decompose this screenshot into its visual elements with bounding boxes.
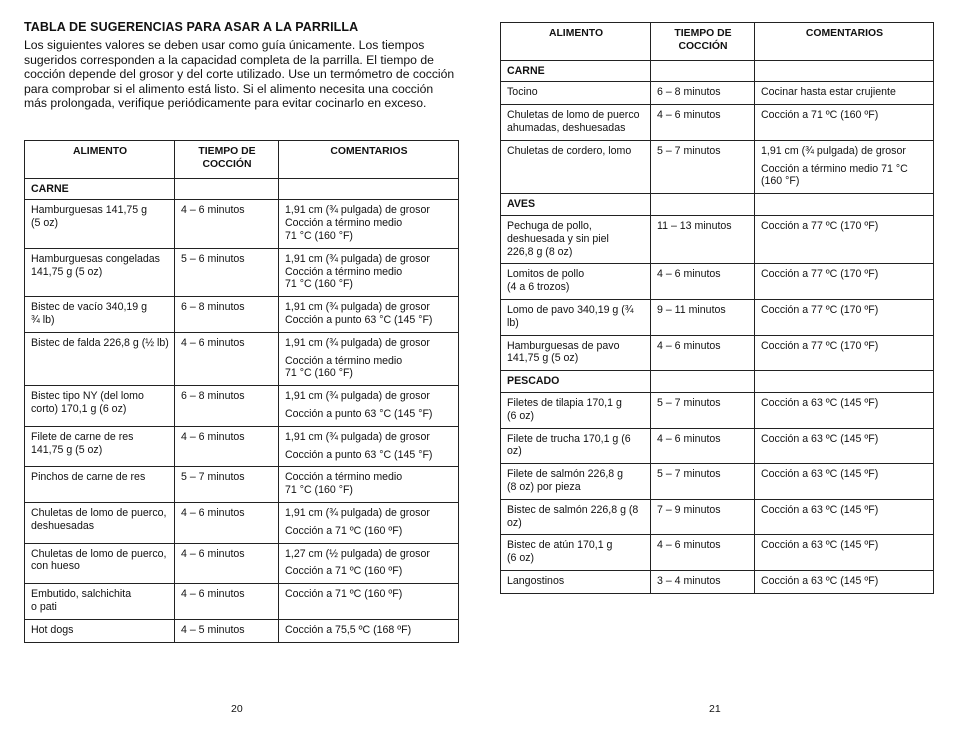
time-cell: 4 – 6 minutos [175, 332, 279, 385]
comment-line: 1,91 cm (¾ pulgada) de grosor [285, 336, 430, 349]
food-cell [25, 297, 175, 333]
comment-group [761, 109, 928, 122]
comment-line: Cocción a punto 63 °C (145 °F) [285, 448, 433, 461]
table-row [25, 502, 459, 543]
comment-group [761, 340, 928, 353]
food-line: 141,75 g (5 oz) [31, 443, 103, 456]
food-line: corto) 170,1 g (6 oz) [31, 402, 127, 415]
comment-line: Cocción a 77 ºC (170 ºF) [761, 339, 879, 352]
header-food: ALIMENTO [25, 141, 175, 179]
comment-group [285, 548, 453, 561]
food-line: ¾ lb) [31, 313, 55, 326]
section-label: PESCADO [501, 371, 651, 393]
food-line: (5 oz) [31, 217, 59, 230]
food-line: Hamburguesas congeladas [31, 252, 160, 265]
header-comments: COMENTARIOS [755, 23, 934, 61]
comment-line: 1,91 cm (¾ pulgada) de grosor [761, 144, 906, 157]
comment-group [761, 539, 928, 552]
table-row [501, 215, 934, 263]
comment-group [761, 163, 928, 189]
comment-group [761, 268, 928, 281]
time-cell: 5 – 7 minutos [175, 467, 279, 503]
right-table-body [501, 60, 934, 593]
table-header-row [25, 141, 459, 179]
time-cell: 7 – 9 minutos [651, 499, 755, 535]
food-cell [25, 248, 175, 296]
food-line: Hamburguesas de pavo [507, 339, 620, 352]
comments-cell [279, 248, 459, 296]
table-row [501, 499, 934, 535]
table-row [25, 386, 459, 427]
food-cell [501, 428, 651, 464]
food-line: Lomo de pavo 340,19 g (¾ lb) [507, 303, 634, 329]
food-line: Chuletas de lomo de puerco, [31, 506, 167, 519]
comments-cell [755, 499, 934, 535]
food-cell [501, 82, 651, 105]
section-empty-time [651, 60, 755, 82]
comment-line: Cocción a 71 ºC (160 ºF) [285, 588, 403, 601]
table-row [25, 584, 459, 620]
comment-group [761, 575, 928, 588]
food-line: Chuletas de lomo de puerco, [31, 547, 167, 560]
comment-line: Cocción a 75,5 ºC (168 ºF) [285, 623, 412, 636]
food-line: Tocino [507, 86, 538, 99]
section-row [25, 178, 459, 200]
food-line: deshuesada y sin piel [507, 232, 609, 245]
food-line: o pati [31, 600, 57, 613]
grilling-table-right [500, 22, 934, 594]
comment-group [285, 565, 453, 578]
comment-line: Cocción a 63 ºC (145 ºF) [761, 396, 879, 409]
food-line: Bistec de atún 170,1 g [507, 539, 613, 552]
comment-line: Cocción a 77 ºC (170 ºF) [761, 268, 879, 281]
grilling-table-left [24, 140, 459, 643]
section-empty-time [651, 371, 755, 393]
comment-group [285, 525, 453, 538]
food-line: Bistec de falda 226,8 g (½ lb) [31, 336, 169, 349]
time-cell: 6 – 8 minutos [651, 82, 755, 105]
time-cell: 4 – 6 minutos [175, 584, 279, 620]
comment-line: 71 °C (160 °F) [285, 367, 353, 380]
comment-group [285, 588, 453, 601]
time-cell: 4 – 6 minutos [175, 426, 279, 467]
table-row [501, 464, 934, 500]
food-cell [501, 499, 651, 535]
comment-line: Cocción a 63 ºC (145 ºF) [761, 539, 879, 552]
food-cell [25, 543, 175, 584]
time-cell: 4 – 6 minutos [651, 535, 755, 571]
comment-line: Cocción a término medio 71 °C [761, 162, 908, 175]
food-line: Langostinos [507, 574, 565, 587]
time-cell: 5 – 7 minutos [651, 464, 755, 500]
comment-line: 71 °C (160 °F) [285, 278, 353, 291]
comment-line: 1,91 cm (¾ pulgada) de grosor [285, 506, 430, 519]
comment-line: Cocción a término medio [285, 265, 403, 278]
header-comments: COMENTARIOS [279, 141, 459, 179]
table-row [25, 543, 459, 584]
table-row [501, 140, 934, 193]
comment-group [761, 504, 928, 517]
comment-line: Cocción a 63 ºC (145 ºF) [761, 574, 879, 587]
left-table-body [25, 178, 459, 642]
table-row [25, 619, 459, 642]
table-row [25, 426, 459, 467]
header-food: ALIMENTO [501, 23, 651, 61]
time-cell: 4 – 6 minutos [651, 335, 755, 371]
section-label: AVES [501, 194, 651, 216]
food-cell [501, 335, 651, 371]
comment-group [285, 449, 453, 462]
page-number-right: 21 [709, 703, 721, 715]
food-line: Filete de carne de res [31, 430, 134, 443]
food-cell [25, 386, 175, 427]
comment-group [285, 204, 453, 242]
comments-cell [755, 215, 934, 263]
header-time-line1: TIEMPO DE [198, 146, 256, 157]
comment-group [285, 355, 453, 381]
comment-line: 1,91 cm (¾ pulgada) de grosor [285, 390, 430, 403]
comment-line: 1,91 cm (¾ pulgada) de grosor [285, 430, 430, 443]
comments-cell [279, 200, 459, 248]
header-time-line2: COCCIÓN [202, 158, 252, 170]
food-line: Hamburguesas 141,75 g [31, 204, 148, 217]
food-line: oz) [507, 445, 522, 458]
comment-group [285, 471, 453, 497]
food-line: Bistec tipo NY (del lomo [31, 390, 144, 403]
table-row [501, 428, 934, 464]
comment-line: Cocción a punto 63 °C (145 °F) [285, 313, 433, 326]
header-cooking-time [175, 141, 279, 179]
food-cell [25, 200, 175, 248]
food-line: Embutido, salchichita [31, 588, 132, 601]
comment-line: Cocción a 63 ºC (145 ºF) [761, 432, 879, 445]
header-cooking-time [651, 23, 755, 61]
comment-group [761, 468, 928, 481]
food-cell [501, 105, 651, 141]
time-cell: 4 – 6 minutos [651, 428, 755, 464]
comment-group [285, 624, 453, 637]
comments-cell [279, 584, 459, 620]
intro-paragraph: Los siguientes valores se deben usar como guía únicamente. Los tiempos sugeridos corresponden a la capacidad completa de la parrilla. El tiempo de cocción depende del grosor y del corte utilizado. Use un termómetro de cocción para comprobar si el alimento está listo. Si el alimento necesita una cocción más prolongada, verifique periódicamente para evitar cocinarlo en exceso. [24, 38, 455, 111]
comments-cell [755, 535, 934, 571]
food-cell [501, 215, 651, 263]
comment-group [761, 145, 928, 158]
comments-cell [755, 570, 934, 593]
comment-group [285, 507, 453, 520]
time-cell: 6 – 8 minutos [175, 297, 279, 333]
comment-line: Cocción a 77 ºC (170 ºF) [761, 219, 879, 232]
comments-cell [279, 543, 459, 584]
time-cell: 4 – 6 minutos [651, 264, 755, 300]
comments-cell [279, 297, 459, 333]
comments-cell [755, 335, 934, 371]
food-line: con hueso [31, 560, 80, 573]
comment-group [761, 304, 928, 317]
comments-cell [755, 428, 934, 464]
table-row [501, 264, 934, 300]
section-row [501, 371, 934, 393]
comment-group [285, 301, 453, 327]
comment-line: 71 °C (160 °F) [285, 229, 353, 242]
table-row [501, 105, 934, 141]
comment-line: Cocción a punto 63 °C (145 °F) [285, 407, 433, 420]
section-empty-comments [755, 60, 934, 82]
food-cell [501, 464, 651, 500]
comment-line: Cocinar hasta estar crujiente [761, 86, 896, 99]
food-cell [25, 502, 175, 543]
comment-group [285, 431, 453, 444]
comments-cell [279, 426, 459, 467]
comment-group [285, 253, 453, 291]
comments-cell [755, 140, 934, 193]
section-empty-time [651, 194, 755, 216]
time-cell: 4 – 6 minutos [175, 502, 279, 543]
time-cell: 5 – 7 minutos [651, 140, 755, 193]
comments-cell [755, 264, 934, 300]
food-line: (6 oz) [507, 552, 535, 565]
comment-line: 1,91 cm (¾ pulgada) de grosor [285, 204, 430, 217]
header-time-line2: COCCIÓN [678, 40, 728, 52]
time-cell: 6 – 8 minutos [175, 386, 279, 427]
food-cell [501, 570, 651, 593]
food-cell [25, 584, 175, 620]
page-number-left: 20 [231, 703, 243, 715]
food-line: oz) [507, 516, 522, 529]
table-row [25, 332, 459, 385]
food-cell [25, 619, 175, 642]
food-line: (8 oz) por pieza [507, 480, 581, 493]
food-line: 141,75 g (5 oz) [507, 352, 579, 365]
section-empty-comments [755, 194, 934, 216]
time-cell: 4 – 6 minutos [175, 543, 279, 584]
food-cell [501, 299, 651, 335]
table-row [501, 335, 934, 371]
comments-cell [755, 392, 934, 428]
comment-group [285, 337, 453, 350]
food-line: 141,75 g (5 oz) [31, 265, 103, 278]
comment-line: Cocción a 63 ºC (145 ºF) [761, 468, 879, 481]
food-line: Chuletas de cordero, lomo [507, 144, 632, 157]
food-line: ahumadas, deshuesadas [507, 121, 626, 134]
section-row [501, 194, 934, 216]
right-grilling-table-container [500, 22, 934, 594]
comment-line: 71 °C (160 °F) [285, 484, 353, 497]
comments-cell [755, 105, 934, 141]
section-row [501, 60, 934, 82]
comment-line: Cocción a 77 ºC (170 ºF) [761, 303, 879, 316]
table-row [501, 82, 934, 105]
food-line: (6 oz) [507, 409, 535, 422]
left-grilling-table-container [24, 140, 459, 643]
food-line: Bistec de vacío 340,19 g [31, 301, 148, 314]
comment-group [761, 220, 928, 233]
food-line: (4 a 6 trozos) [507, 281, 570, 294]
comment-group [761, 397, 928, 410]
time-cell: 9 – 11 minutos [651, 299, 755, 335]
table-row [25, 248, 459, 296]
comment-line: Cocción a 71 ºC (160 ºF) [761, 109, 879, 122]
food-cell [25, 467, 175, 503]
time-cell: 11 – 13 minutos [651, 215, 755, 263]
table-row [501, 299, 934, 335]
comment-line: 1,27 cm (½ pulgada) de grosor [285, 547, 430, 560]
food-cell [501, 392, 651, 428]
comments-cell [279, 467, 459, 503]
page-title: TABLA DE SUGERENCIAS PARA ASAR A LA PARRILLA [24, 20, 359, 34]
table-row [25, 200, 459, 248]
comment-line: (160 °F) [761, 175, 800, 188]
time-cell: 4 – 5 minutos [175, 619, 279, 642]
food-line: Pechuga de pollo, [507, 219, 592, 232]
section-empty-comments [755, 371, 934, 393]
comment-group [285, 408, 453, 421]
comment-line: 1,91 cm (¾ pulgada) de grosor [285, 252, 430, 265]
food-line: 226,8 g (8 oz) [507, 245, 573, 258]
table-header-row [501, 23, 934, 61]
table-row [25, 297, 459, 333]
comments-cell [755, 464, 934, 500]
food-line: Chuletas de lomo de puerco [507, 109, 640, 122]
comment-group [285, 390, 453, 403]
comments-cell [279, 502, 459, 543]
comment-line: Cocción a término medio [285, 471, 403, 484]
comment-line: Cocción a término medio [285, 217, 403, 230]
table-row [501, 535, 934, 571]
food-line: Filete de trucha 170,1 g (6 [507, 432, 631, 445]
time-cell: 4 – 6 minutos [651, 105, 755, 141]
comment-line: Cocción a 71 ºC (160 ºF) [285, 565, 403, 578]
comment-group [761, 86, 928, 99]
food-line: Filete de salmón 226,8 g [507, 468, 624, 481]
table-row [25, 467, 459, 503]
header-time-line1: TIEMPO DE [674, 28, 732, 39]
food-cell [501, 264, 651, 300]
comments-cell [755, 82, 934, 105]
time-cell: 4 – 6 minutos [175, 200, 279, 248]
section-empty-time [175, 178, 279, 200]
comment-line: Cocción a término medio [285, 354, 403, 367]
food-line: deshuesadas [31, 519, 95, 532]
comments-cell [755, 299, 934, 335]
time-cell: 5 – 7 minutos [651, 392, 755, 428]
food-line: Hot dogs [31, 623, 74, 636]
time-cell: 3 – 4 minutos [651, 570, 755, 593]
food-line: Bistec de salmón 226,8 g (8 [507, 503, 639, 516]
table-row [501, 392, 934, 428]
food-cell [25, 332, 175, 385]
food-line: Pinchos de carne de res [31, 471, 146, 484]
time-cell: 5 – 6 minutos [175, 248, 279, 296]
comment-line: Cocción a 63 ºC (145 ºF) [761, 503, 879, 516]
section-label: CARNE [501, 60, 651, 82]
comment-line: 1,91 cm (¾ pulgada) de grosor [285, 301, 430, 314]
food-line: Lomitos de pollo [507, 268, 585, 281]
table-row [501, 570, 934, 593]
section-label: CARNE [25, 178, 175, 200]
comment-line: Cocción a 71 ºC (160 ºF) [285, 524, 403, 537]
comments-cell [279, 332, 459, 385]
comment-group [761, 433, 928, 446]
food-cell [501, 140, 651, 193]
food-cell [501, 535, 651, 571]
comments-cell [279, 619, 459, 642]
section-empty-comments [279, 178, 459, 200]
food-cell [25, 426, 175, 467]
comments-cell [279, 386, 459, 427]
food-line: Filetes de tilapia 170,1 g [507, 396, 622, 409]
